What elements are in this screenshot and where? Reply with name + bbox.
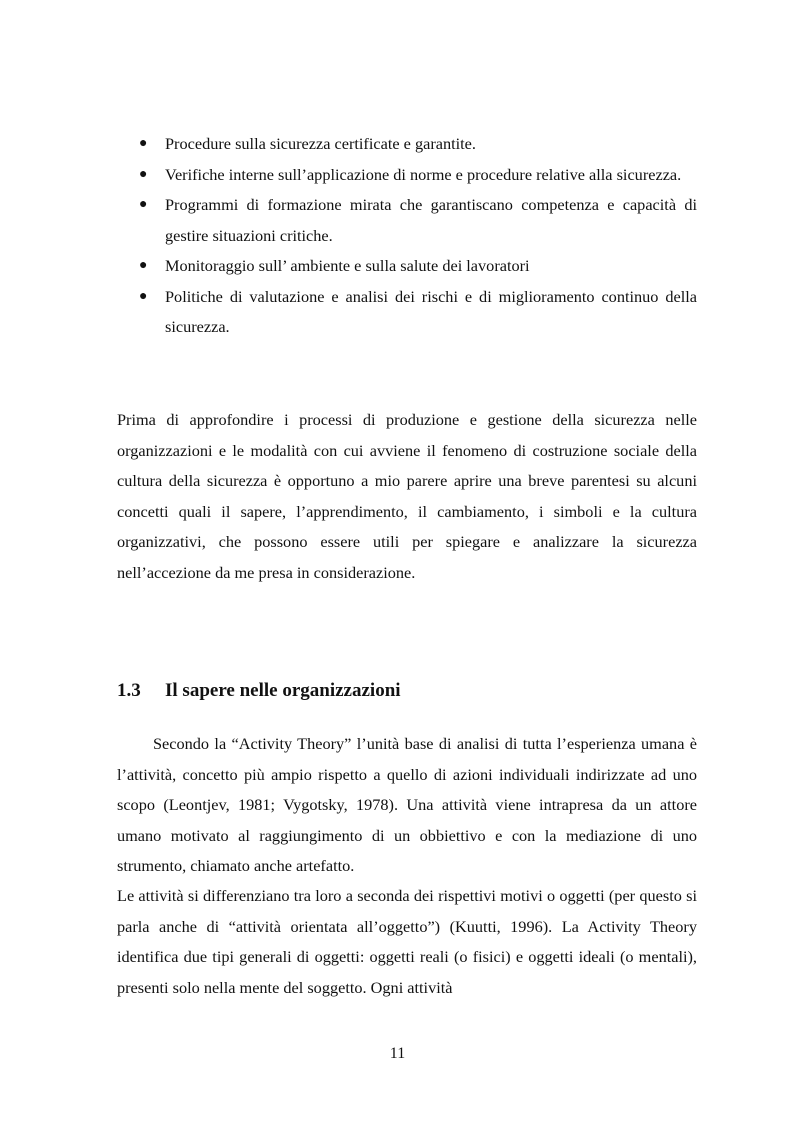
list-item	[117, 251, 697, 282]
list-item-text: Verifiche interne sull’applicazione di norme e procedure relative alla sicurezza.	[165, 164, 682, 184]
activity-theory-paragraph: Secondo la “Activity Theory” l’unità base di analisi di tutta l’esperienza umana è l’attività, concetto più ampio rispetto a quello di azioni individuali indirizzate ad uno scopo (Leontjev, 1981; Vygotsky, 1978). Una attività viene intrapresa da un attore umano motivato al raggiungimento di un obbiettivo e con la mediazione di uno strumento, chiamato anche artefatto.	[117, 734, 697, 875]
bullet-icon: ●	[139, 197, 148, 212]
list-item	[117, 282, 697, 343]
list-item	[117, 129, 697, 160]
bullet-list	[117, 129, 697, 343]
intro-paragraph: Prima di approfondire i processi di produzione e gestione della sicurezza nelle organizzazioni e le modalità con cui avviene il fenomeno di costruzione sociale della cultura della sicurezza è opportuno a mio parere aprire una breve parentesi su alcuni concetti quali il sapere, l’apprendimento, il cambiamento, i simboli e la cultura organizzativi, che possono essere utili per spiegare e analizzare la sicurezza nell’accezione da me presa in considerazione.	[117, 410, 697, 582]
page-number: 11	[389, 1045, 406, 1062]
bullet-icon: ●	[139, 288, 148, 304]
bullet-icon: ●	[139, 136, 148, 151]
list-item-text: Politiche di valutazione e analisi dei rischi e di miglioramento continuo della sicurezza.	[165, 286, 697, 336]
list-item-text: Programmi di formazione mirata che garantiscano competenza e capacità di gestire situazioni critiche.	[165, 195, 697, 245]
section-heading	[117, 676, 401, 706]
activity-objects-paragraph: Le attività si differenziano tra loro a seconda dei rispettivi motivi o oggetti (per questo si parla anche di “attività orientata all’oggetto”) (Kuutti, 1996). La Activity Theory identifica due tipi generali di oggetti: oggetti reali (o fisici) e oggetti ideali (o mentali), presenti solo nella mente del soggetto. Ogni attività	[117, 886, 697, 997]
list-item-text: Monitoraggio sull’ ambiente e sulla salute dei lavoratori	[165, 256, 530, 275]
section-number: 1.3	[117, 680, 141, 701]
list-item-text: Procedure sulla sicurezza certificate e garantite.	[165, 134, 476, 153]
section-title: Il sapere nelle organizzazioni	[165, 680, 401, 701]
bullet-icon: ●	[139, 166, 148, 182]
bullet-icon: ●	[139, 258, 148, 273]
list-item	[117, 160, 697, 191]
list-item	[117, 190, 697, 251]
